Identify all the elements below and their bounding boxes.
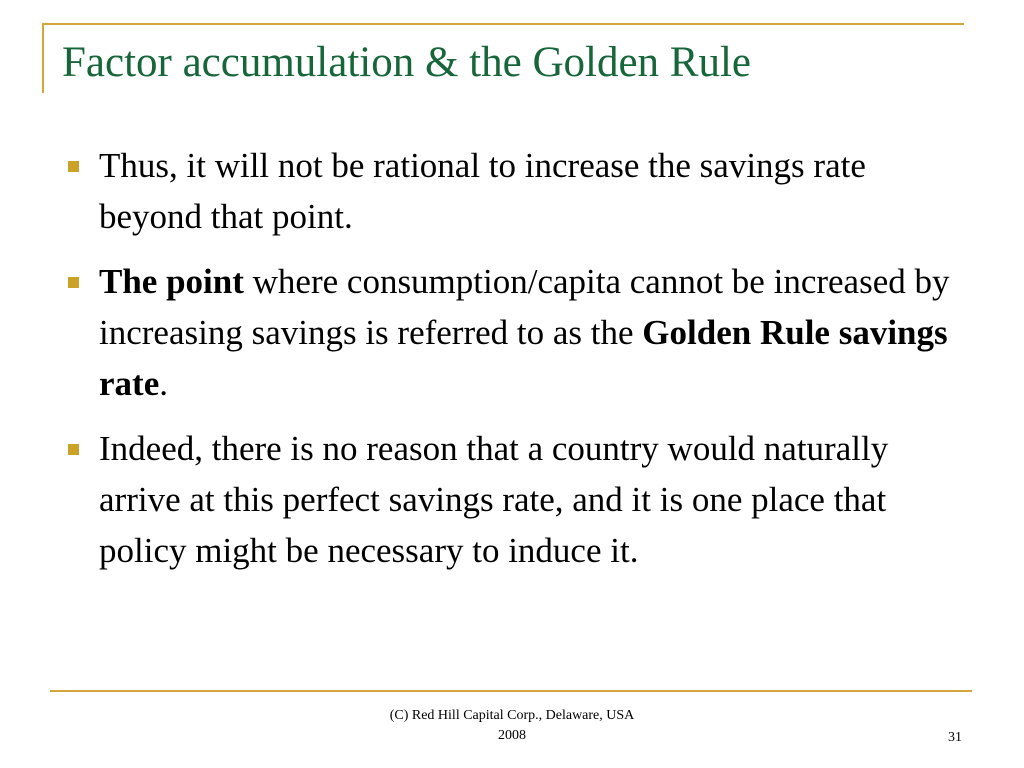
bullet-item-1: [60, 140, 960, 242]
footer-line-1: (C) Red Hill Capital Corp., Delaware, USA: [389, 708, 635, 723]
bullet-item-3: [60, 423, 960, 576]
footer-copyright: [312, 706, 712, 746]
slide-title: Factor accumulation & the Golden Rule: [62, 39, 752, 86]
bullet-text: where consumption/capita cannot be increased by increasing savings is referred to as the: [99, 262, 950, 352]
square-bullet-icon: [68, 161, 79, 172]
bullet-list: [60, 140, 960, 590]
footer-line-2: 2008: [498, 728, 526, 743]
bullet-text: Thus, it will not be rational to increase the savings rate beyond that point.: [99, 146, 866, 236]
square-bullet-icon: [68, 444, 79, 455]
page-number: 31: [948, 730, 962, 745]
top-border-line: [42, 23, 964, 25]
bullet-item-2: [60, 256, 960, 409]
left-border-line: [42, 23, 44, 93]
square-bullet-icon: [68, 277, 79, 288]
bullet-text: Indeed, there is no reason that a country would naturally arrive at this perfect savings rate, and it is one place that policy might be necessary to induce it.: [99, 429, 889, 570]
bullet-bold-term: Golden Rule savings rate: [99, 313, 948, 403]
footer-divider: [50, 690, 972, 692]
bullet-bold-lead: The point: [99, 262, 244, 301]
bullet-text-end: .: [159, 364, 168, 403]
